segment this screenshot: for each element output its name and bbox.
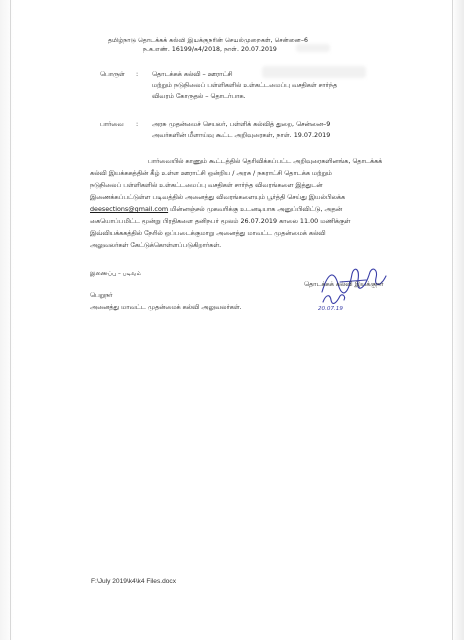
- body-line-7: இவ்வியக்ககத்தில் நேரில் ஒப்படைக்குமாறு அனைத்து மாவட்ட முதன்மைக் கல்வி: [90, 229, 326, 237]
- reference-colon: :: [136, 120, 139, 128]
- redaction-mark: [296, 44, 330, 52]
- subject-line-2: மற்றும் நடுநிலைப் பள்ளிகளில் உள்கட்டமைப்பு வசதிகள் சார்ந்த: [152, 81, 338, 89]
- body-line-2: கல்வி இயக்ககத்தின் கீழ் உள்ள ஊராட்சி ஒன்றிய / அரசு / நகராட்சி தொடக்க மற்றும்: [90, 169, 332, 177]
- initial-date: 20.07.19: [318, 306, 343, 312]
- header-title: தமிழ்நாடு தொடக்கக் கல்வி இயக்குநரின் செயல்முறைகள், சென்னை–6: [108, 37, 308, 44]
- recipient-line: அனைத்து மாவட்ட முதன்மைக் கல்வி அலுவலர்கள்.: [90, 303, 242, 311]
- body-line-4: இணைக்கப்பட்டுள்ள படிவத்தில் அனைத்து விவரங்களையும் பூர்த்தி செய்து இயல்பிலக்க: [90, 193, 346, 201]
- header-reference-number: ந.க.எண். 16199/க4/2018, நாள். 20.07.2019: [143, 46, 277, 53]
- redaction-mark: [262, 66, 366, 78]
- subject-line-3: விவரம் கோருதல் – தொடர்பாக.: [152, 92, 246, 100]
- body-line-8: அலுவலர்கள் கேட்டுக்கொள்ளப்படுகிறார்கள்.: [90, 241, 222, 249]
- recipient-label: பெறுநர்: [90, 291, 113, 299]
- initial-scribble: [320, 292, 348, 306]
- reference-line-2: அவர்களின் மீளாய்வு கூட்ட அறிவுரைகள், நாள். 19.07.2019: [152, 131, 331, 139]
- body-line-1: பார்வையில் காணும் கூட்டத்தில் தெரிவிக்கப்பட்ட அறிவுரைகளினங்க, தொடக்கக்: [148, 157, 383, 165]
- body-line-5: [90, 205, 342, 214]
- subject-line-1: தொடக்கக் கல்வி – ஊராட்சி: [152, 70, 233, 78]
- signatory-title: தொடக்கக் கல்வி இயக்குநர்: [304, 280, 384, 288]
- scan-edge-left: [10, 0, 11, 640]
- body-line-3: நடுநிலைப் பள்ளிகளில் உள்கட்டமைப்பு வசதிகள் சார்ந்த விவரங்களை இத்துடன்: [90, 181, 323, 189]
- reference-label: பார்வை: [100, 120, 124, 128]
- subject-label: பொருள்: [100, 70, 125, 78]
- file-path-footer: F:\July 2019\k4\k4 Files.docx: [91, 578, 177, 585]
- scan-edge-right: [452, 0, 453, 640]
- email-link[interactable]: deesections@gmail.com: [90, 205, 169, 213]
- subject-colon: :: [136, 70, 139, 78]
- body-line-6: கையொப்பமிட்ட மூன்று பிரதிகளை தனிநபர் மூலம் 26.07.2019 காலை 11.00 மணிக்குள்: [90, 217, 351, 225]
- reference-line-1: அரசு முதன்மைச் செயலர், பள்ளிக் கல்வித் துறை, சென்னை–9: [152, 120, 331, 128]
- attachment-note: இணைப்பு – படிவம்: [90, 271, 141, 277]
- body-line-5-rest: மின்னஞ்சல் முகவரிக்கு உடனடியாக அனுப்பிவிட்டு, அதன்: [170, 205, 343, 213]
